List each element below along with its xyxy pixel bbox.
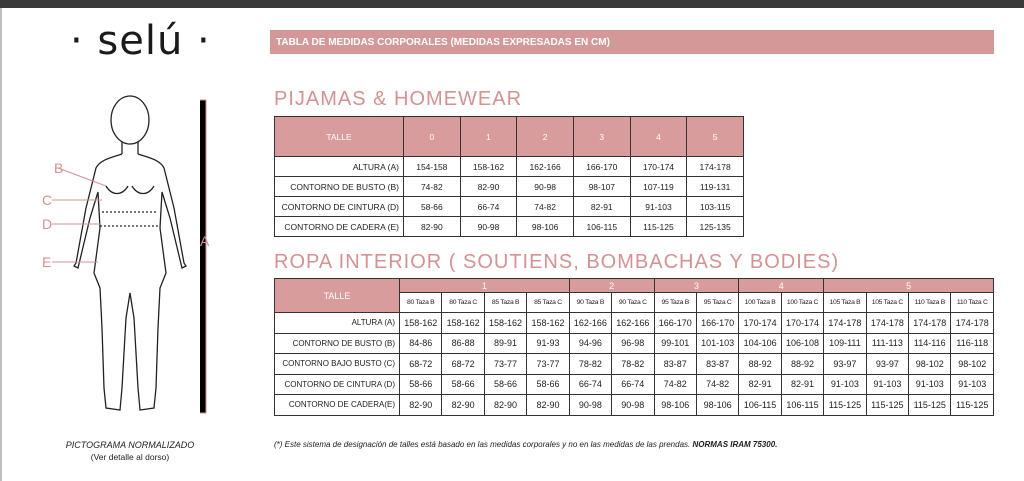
table-cell: 98-106 (696, 395, 738, 416)
table-row (275, 374, 994, 395)
pijamas-size-header: 2 (517, 117, 574, 157)
table-cell: 125-135 (687, 217, 744, 237)
subsize-header: 90 Taza C (612, 293, 654, 313)
table-row (275, 217, 744, 237)
pijamas-size-header: 4 (630, 117, 687, 157)
table-cell: 98-106 (654, 395, 696, 416)
table-cell: 91-103 (630, 197, 687, 217)
table-cell: 66-74 (612, 374, 654, 395)
table-cell: 73-77 (484, 354, 526, 375)
table-cell: 158-162 (442, 313, 484, 334)
row-label: CONTORNO DE CADERA (E) (275, 217, 404, 237)
table-row (275, 197, 744, 217)
subsize-header: 80 Taza B (400, 293, 442, 313)
table-cell: 98-107 (573, 177, 630, 197)
table-cell: 109-111 (824, 333, 866, 354)
row-label: CONTORNO DE CADERA(E) (275, 395, 400, 416)
table-cell: 106-108 (781, 333, 823, 354)
table-cell: 162-166 (612, 313, 654, 334)
table-cell: 82-90 (527, 395, 569, 416)
table-cell: 78-82 (612, 354, 654, 375)
table-cell: 58-66 (400, 374, 442, 395)
pijamas-title: PIJAMAS & HOMEWEAR (274, 88, 523, 110)
left-edge (0, 8, 2, 481)
table-cell: 58-66 (484, 374, 526, 395)
table-cell: 82-91 (573, 197, 630, 217)
marker-a: A (200, 233, 210, 249)
subsize-header: 80 Taza C (442, 293, 484, 313)
table-cell: 98-102 (951, 354, 994, 375)
table-cell: 83-87 (654, 354, 696, 375)
table-cell: 93-97 (866, 354, 908, 375)
table-cell: 93-97 (824, 354, 866, 375)
row-label: CONTORNO DE CINTURA (D) (275, 374, 400, 395)
subsize-header: 85 Taza C (527, 293, 569, 313)
ropa-group-header: 3 (654, 279, 739, 293)
footnote (274, 440, 777, 449)
table-cell: 174-178 (909, 313, 951, 334)
ropa-group-header: 4 (739, 279, 824, 293)
table-cell: 91-103 (866, 374, 908, 395)
row-label: CONTORNO DE BUSTO (B) (275, 177, 404, 197)
table-cell: 68-72 (400, 354, 442, 375)
table-cell: 166-170 (573, 157, 630, 177)
table-cell: 166-170 (654, 313, 696, 334)
table-cell: 78-82 (569, 354, 611, 375)
table-cell: 114-116 (909, 333, 951, 354)
row-label: CONTORNO DE CINTURA (D) (275, 197, 404, 217)
ropa-table (274, 278, 994, 416)
table-cell: 90-98 (612, 395, 654, 416)
table-cell: 106-115 (781, 395, 823, 416)
table-cell: 158-162 (460, 157, 517, 177)
table-cell: 73-77 (527, 354, 569, 375)
marker-e: E (42, 254, 52, 270)
subsize-header: 110 Taza B (909, 293, 951, 313)
footnote-norm: NORMAS IRAM 75300. (692, 440, 778, 449)
subsize-header: 100 Taza C (781, 293, 823, 313)
row-label: CONTORNO DE BUSTO (B) (275, 333, 400, 354)
table-cell: 162-166 (569, 313, 611, 334)
table-cell: 106-115 (739, 395, 781, 416)
table-cell: 170-174 (781, 313, 823, 334)
pijamas-header-row (275, 117, 744, 157)
pictogram-head (111, 96, 149, 144)
table-cell: 174-178 (687, 157, 744, 177)
table-row (275, 333, 994, 354)
table-cell: 111-113 (866, 333, 908, 354)
table-cell: 88-92 (739, 354, 781, 375)
table-cell: 89-91 (484, 333, 526, 354)
subsize-header: 110 Taza C (951, 293, 994, 313)
table-cell: 174-178 (824, 313, 866, 334)
pictogram-body (74, 154, 186, 410)
pijamas-table (274, 116, 744, 237)
table-cell: 91-103 (951, 374, 994, 395)
table-cell: 90-98 (569, 395, 611, 416)
table-row (275, 395, 994, 416)
table-cell: 58-66 (442, 374, 484, 395)
table-cell: 107-119 (630, 177, 687, 197)
ropa-group-header: 1 (400, 279, 570, 293)
table-cell: 58-66 (527, 374, 569, 395)
table-cell: 83-87 (696, 354, 738, 375)
marker-b: B (54, 160, 64, 176)
table-cell: 170-174 (630, 157, 687, 177)
table-row (275, 177, 744, 197)
table-cell: 86-88 (442, 333, 484, 354)
subsize-header: 95 Taza C (696, 293, 738, 313)
ropa-body (275, 313, 994, 416)
table-cell: 90-98 (517, 177, 574, 197)
subsize-header: 105 Taza B (824, 293, 866, 313)
table-cell: 82-90 (400, 395, 442, 416)
table-row (275, 313, 994, 334)
table-cell: 170-174 (739, 313, 781, 334)
pijamas-size-header: 5 (687, 117, 744, 157)
table-row (275, 157, 744, 177)
table-cell: 82-90 (484, 395, 526, 416)
table-cell: 68-72 (442, 354, 484, 375)
table-cell: 115-125 (866, 395, 908, 416)
table-cell: 84-86 (400, 333, 442, 354)
table-cell: 96-98 (612, 333, 654, 354)
ropa-talle-header: TALLE (275, 279, 400, 313)
table-banner: TABLA DE MEDIDAS CORPORALES (MEDIDAS EXPRESADAS EN CM) (270, 30, 994, 54)
table-cell: 88-92 (781, 354, 823, 375)
subsize-header: 105 Taza C (866, 293, 908, 313)
table-cell: 82-90 (404, 217, 461, 237)
brand-logo: · selú · (70, 18, 211, 64)
subsize-header: 95 Taza B (654, 293, 696, 313)
table-cell: 104-106 (739, 333, 781, 354)
table-row (275, 354, 994, 375)
table-cell: 98-102 (909, 354, 951, 375)
table-cell: 99-101 (654, 333, 696, 354)
pijamas-size-header: 1 (460, 117, 517, 157)
top-bar (0, 0, 1024, 8)
table-cell: 74-82 (404, 177, 461, 197)
ropa-group-header: 5 (824, 279, 994, 293)
pijamas-size-header: 0 (404, 117, 461, 157)
table-cell: 162-166 (517, 157, 574, 177)
table-cell: 91-103 (909, 374, 951, 395)
subsize-header: 90 Taza B (569, 293, 611, 313)
ropa-title: ROPA INTERIOR ( SOUTIENS, BOMBACHAS Y BODIES) (274, 251, 840, 273)
row-label: ALTURA (A) (275, 157, 404, 177)
table-cell: 158-162 (527, 313, 569, 334)
subsize-header: 85 Taza B (484, 293, 526, 313)
marker-c: C (42, 192, 53, 208)
table-cell: 101-103 (696, 333, 738, 354)
table-cell: 115-125 (951, 395, 994, 416)
table-cell: 166-170 (696, 313, 738, 334)
ropa-group-row (275, 279, 994, 293)
pictogram-title: PICTOGRAMA NORMALIZADO (65, 440, 195, 450)
table-cell: 82-90 (460, 177, 517, 197)
table-cell: 115-125 (824, 395, 866, 416)
table-cell: 174-178 (951, 313, 994, 334)
pictogram-subtitle: (Ver detalle al dorso) (90, 452, 170, 462)
marker-d: D (42, 216, 53, 232)
table-cell: 154-158 (404, 157, 461, 177)
table-cell: 90-98 (460, 217, 517, 237)
table-cell: 98-106 (517, 217, 574, 237)
table-cell: 94-96 (569, 333, 611, 354)
table-cell: 74-82 (654, 374, 696, 395)
body-pictogram (30, 88, 220, 428)
table-cell: 58-66 (404, 197, 461, 217)
pijamas-talle-header: TALLE (275, 117, 404, 157)
table-cell: 115-125 (630, 217, 687, 237)
table-cell: 158-162 (400, 313, 442, 334)
table-cell: 115-125 (909, 395, 951, 416)
table-cell: 119-131 (687, 177, 744, 197)
table-cell: 74-82 (517, 197, 574, 217)
table-cell: 82-91 (781, 374, 823, 395)
footnote-text: (*) Este sistema de designación de talles está basado en las medidas corporales y no en las medidas de las prendas. (274, 440, 693, 449)
pijamas-size-header: 3 (573, 117, 630, 157)
row-label: ALTURA (A) (275, 313, 400, 334)
table-cell: 106-115 (573, 217, 630, 237)
ropa-group-header: 2 (569, 279, 654, 293)
table-cell: 82-90 (442, 395, 484, 416)
table-cell: 74-82 (696, 374, 738, 395)
row-label: CONTORNO BAJO BUSTO (C) (275, 354, 400, 375)
table-cell: 158-162 (484, 313, 526, 334)
table-cell: 82-91 (739, 374, 781, 395)
subsize-header: 100 Taza B (739, 293, 781, 313)
table-cell: 116-118 (951, 333, 994, 354)
table-cell: 103-115 (687, 197, 744, 217)
table-cell: 66-74 (569, 374, 611, 395)
table-cell: 91-93 (527, 333, 569, 354)
table-cell: 91-103 (824, 374, 866, 395)
table-cell: 66-74 (460, 197, 517, 217)
table-cell: 174-178 (866, 313, 908, 334)
